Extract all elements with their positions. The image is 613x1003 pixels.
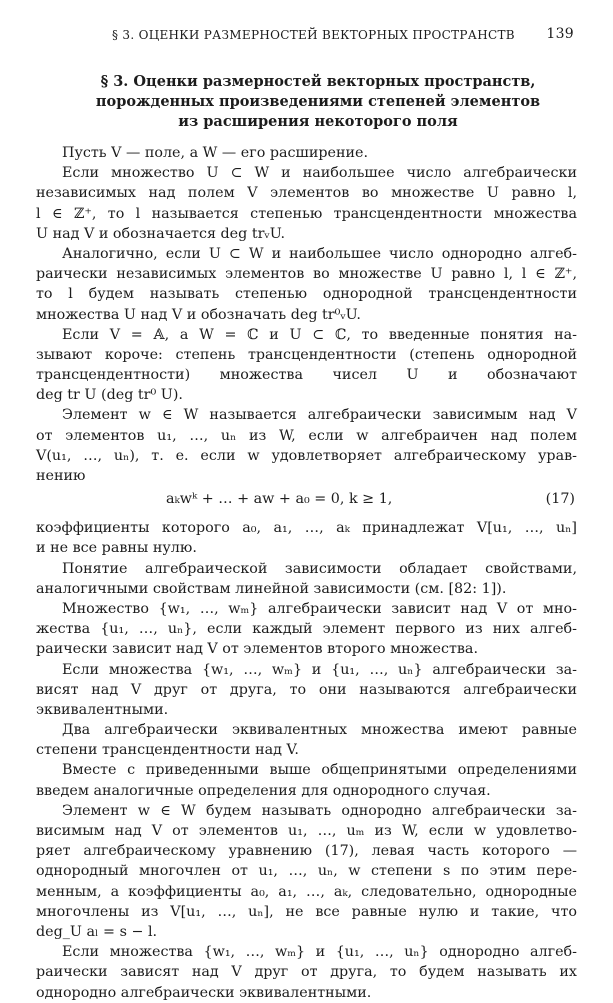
text-line: deg_U aₗ = s − l. xyxy=(36,923,158,940)
text-line: Элемент w ∈ W будем называть однородно алгебраически за- xyxy=(62,802,577,819)
text-line: жества {u₁, …, uₙ}, если каждый элемент первого из них алгеб- xyxy=(36,621,577,638)
text-line: Если множества {w₁, …, wₘ} и {u₁, …, uₙ} алгебраически за- xyxy=(62,661,577,678)
text-line: l ∈ ℤ⁺, то l называется степенью трансцендентности множества xyxy=(36,205,577,222)
text-line: Два алгебраически эквивалентных множества имеют равные xyxy=(62,722,577,739)
text-line: введем аналогичные определения для однородного случая. xyxy=(36,782,491,799)
text-line: Множество {w₁, …, wₘ} алгебраически зависит над V от мно- xyxy=(62,600,577,617)
section-title-line: § 3. Оценки размерностей векторных пространств, xyxy=(100,73,536,90)
text-line: независимых над полем V элементов во множестве U равно l, xyxy=(36,185,577,202)
text-line: нению xyxy=(36,468,86,484)
text-line: раически зависит над V от элементов второго множества. xyxy=(36,641,478,658)
text-line: висимым над V от элементов u₁, …, uₘ из W, если w удовлетво- xyxy=(36,823,577,839)
text-line: однородный многочлен от u₁, …, uₙ, w степени s по этим пере- xyxy=(36,863,577,880)
text-line: ряет алгебраическому уравнению (17), левая часть которого — xyxy=(36,843,577,860)
text-line: многочлены из V[u₁, …, uₙ], не все равные нулю и такие, что xyxy=(36,903,577,920)
text-line: раически независимых элементов во множестве U равно l, l ∈ ℤ⁺, xyxy=(36,266,577,283)
text-line: менным, а коэффициенты a₀, a₁, …, aₖ, следовательно, однородные xyxy=(36,883,577,900)
text-line: эквивалентными. xyxy=(36,701,169,718)
text-line: степени трансцендентности над V. xyxy=(36,742,299,759)
text-line: V(u₁, …, uₙ), т. е. если w удовлетворяет алгебраическому урав- xyxy=(36,447,577,464)
text-line: коэффициенты которого a₀, a₁, …, aₖ принадлежат V[u₁, …, uₙ] xyxy=(36,520,577,537)
text-line: аналогичными свойствам линейной зависимости (см. [82: 1]). xyxy=(36,580,507,597)
section-title-line: из расширения некоторого поля xyxy=(178,113,458,130)
body-text xyxy=(36,143,577,1003)
section-title-line: порожденных произведениями степеней элементов xyxy=(95,93,541,110)
text-line: deg tr U (deg tr⁰ U). xyxy=(36,387,183,404)
equation-17 xyxy=(36,486,577,512)
text-line: Вместе с приведенными выше общепринятыми определениями xyxy=(62,762,577,779)
text-line: зывают короче: степень трансцендентности (степень однородной xyxy=(36,346,577,363)
text-line: от элементов u₁, …, uₙ из W, если w алгебраичен над полем xyxy=(36,427,577,444)
text-line: висят над V друг от друга, то они называются алгебраически xyxy=(36,681,577,698)
text-line: Если V = 𝔸, а W = ℂ и U ⊂ ℂ, то введенные понятия на- xyxy=(62,326,577,343)
text-line: то l будем называть степенью однородной трансцендентности xyxy=(36,286,577,303)
text-line: U над V и обозначается deg trᵥU. xyxy=(36,225,286,242)
text-line: Аналогично, если U ⊂ W и наибольшее число однородно алгеб- xyxy=(62,245,577,262)
text-line: Элемент w ∈ W называется алгебраически зависимым над V xyxy=(62,407,577,424)
text-line: Понятие алгебраической зависимости обладает свойствами, xyxy=(62,560,577,577)
equation-body: aₖwᵏ + … + aw + a₀ = 0, k ≥ 1, xyxy=(166,491,393,508)
section-title xyxy=(62,72,574,132)
text-line: однородно алгебраически эквивалентными. xyxy=(36,984,372,1001)
text-line: Пусть V — поле, а W — его расширение. xyxy=(62,145,369,161)
text-line: множества U над V и обозначать deg tr⁰ᵥU. xyxy=(36,306,361,323)
text-line: Если множества {w₁, …, wₘ} и {u₁, …, uₙ} однородно алгеб- xyxy=(62,944,577,961)
text-line: трансцендентности) множества чисел U и обозначают xyxy=(36,367,577,384)
text-line: Если множество U ⊂ W и наибольшее число алгебраически xyxy=(62,165,577,182)
equation-number: (17) xyxy=(545,491,575,508)
page-number: 139 xyxy=(546,26,574,42)
text-line: раически зависят над V друг от друга, то будем называть их xyxy=(36,964,577,981)
text-line: и не все равны нулю. xyxy=(36,540,197,557)
running-head-title: § 3. ОЦЕНКИ РАЗМЕРНОСТЕЙ ВЕКТОРНЫХ ПРОСТРАНСТВ xyxy=(112,28,515,42)
